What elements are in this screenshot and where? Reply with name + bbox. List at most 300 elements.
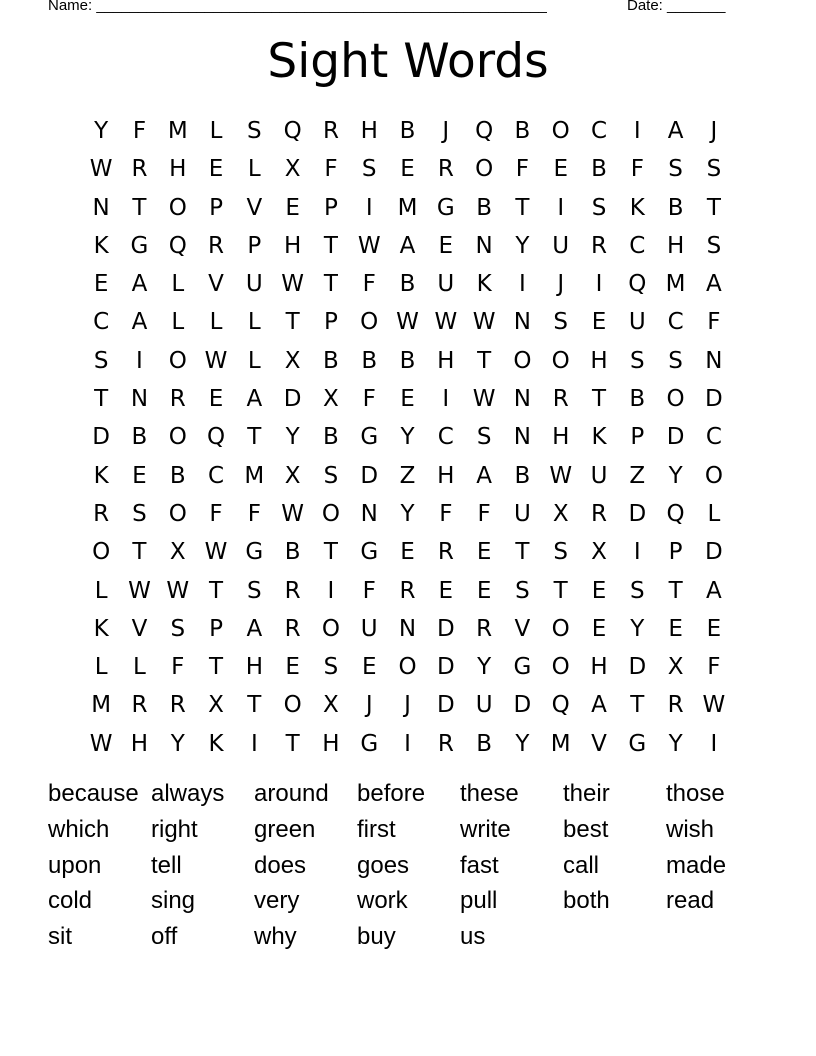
grid-letter: P	[323, 309, 338, 336]
grid-letter: Q	[475, 118, 494, 144]
grid-letter: X	[284, 462, 301, 489]
grid-letter: R	[131, 156, 148, 183]
grid-letter: L	[171, 271, 185, 298]
grid-letter: P	[323, 194, 338, 221]
grid-letter: T	[285, 730, 300, 757]
word-list-item: their	[563, 780, 610, 807]
grid-letter: N	[475, 232, 493, 259]
word-list-item: us	[460, 923, 486, 951]
grid-letter: X	[323, 386, 339, 413]
grid-letter: B	[667, 194, 684, 221]
grid-letter: M	[665, 271, 686, 298]
grid-letter: S	[706, 232, 722, 259]
grid-letter: O	[168, 347, 187, 374]
grid-letter: F	[362, 271, 376, 298]
letter-grid	[82, 113, 733, 764]
grid-letter: F	[439, 500, 453, 527]
grid-letter: N	[130, 386, 149, 413]
grid-letter: E	[553, 156, 568, 183]
grid-letter: L	[94, 577, 108, 604]
grid-row	[82, 343, 733, 381]
grid-letter: H	[666, 232, 685, 259]
grid-letter: S	[591, 194, 607, 221]
grid-letter: F	[362, 577, 376, 604]
grid-letter: E	[208, 156, 224, 183]
grid-letter: A	[246, 615, 263, 642]
grid-letter: C	[590, 118, 608, 144]
grid-letter: U	[590, 462, 608, 489]
grid-letter: C	[629, 232, 646, 259]
grid-letter: M	[167, 118, 188, 144]
grid-letter: Q	[666, 500, 685, 527]
grid-letter: I	[442, 386, 450, 413]
grid-letter: R	[437, 539, 454, 566]
grid-letter: S	[132, 500, 147, 527]
grid-letter: R	[93, 500, 110, 527]
grid-letter: W	[166, 577, 190, 604]
grid-letter: A	[476, 462, 492, 489]
grid-letter: I	[136, 347, 143, 374]
grid-letter: B	[323, 347, 339, 374]
grid-row	[82, 611, 733, 649]
grid-letter: A	[706, 271, 722, 298]
grid-row	[82, 534, 733, 572]
word-list-item: best	[563, 815, 609, 843]
grid-letter: L	[94, 654, 108, 681]
grid-letter: T	[323, 271, 338, 298]
grid-letter: K	[591, 424, 607, 451]
grid-letter: U	[475, 692, 493, 719]
grid-letter: R	[437, 730, 454, 757]
grid-letter: W	[281, 271, 304, 298]
grid-letter: W	[128, 577, 151, 604]
grid-letter: B	[399, 118, 416, 144]
word-list-item: around	[254, 780, 329, 807]
grid-letter: I	[633, 118, 641, 144]
grid-letter: E	[591, 309, 607, 336]
grid-letter: L	[247, 347, 261, 374]
grid-letter: L	[707, 500, 721, 527]
grid-letter: F	[132, 118, 147, 144]
word-list-item: tell	[151, 851, 182, 879]
grid-letter: B	[169, 462, 186, 489]
grid-letter: P	[209, 194, 223, 221]
grid-letter: N	[398, 615, 417, 642]
page-title: Sight Words	[267, 34, 549, 89]
grid-letter: P	[247, 232, 262, 259]
grid-letter: K	[476, 271, 492, 298]
grid-letter: D	[436, 654, 455, 681]
word-list-item: first	[357, 815, 396, 843]
grid-letter: Y	[400, 424, 415, 451]
grid-letter: B	[323, 424, 339, 451]
grid-letter: R	[284, 577, 301, 604]
grid-letter: H	[552, 424, 570, 451]
grid-letter: R	[667, 692, 684, 719]
grid-letter: N	[705, 347, 723, 374]
grid-letter: R	[284, 615, 301, 642]
grid-letter: T	[323, 539, 338, 566]
grid-letter: H	[590, 654, 608, 681]
grid-letter: E	[591, 577, 607, 604]
name-field-label: Name: ______________________________________________________	[48, 0, 547, 14]
grid-letter: X	[591, 539, 607, 566]
grid-row	[82, 687, 733, 725]
grid-letter: E	[476, 539, 492, 566]
grid-letter: J	[442, 118, 450, 144]
grid-letter: T	[477, 347, 492, 374]
grid-letter: P	[668, 539, 683, 566]
grid-letter: H	[322, 730, 340, 757]
grid-letter: L	[209, 118, 223, 144]
grid-letter: O	[321, 615, 340, 642]
grid-letter: F	[324, 156, 338, 183]
grid-letter: O	[168, 194, 187, 221]
grid-letter: R	[208, 232, 225, 259]
grid-letter: L	[209, 309, 223, 336]
grid-letter: I	[365, 194, 373, 221]
grid-letter: G	[130, 232, 149, 259]
grid-letter: U	[437, 271, 455, 298]
grid-letter: D	[628, 500, 647, 527]
grid-letter: A	[667, 118, 684, 144]
grid-letter: A	[591, 692, 607, 719]
word-list-item: work	[357, 887, 408, 915]
grid-letter: V	[208, 271, 224, 298]
word-list-item: does	[254, 851, 307, 879]
grid-letter: K	[93, 462, 109, 489]
grid-letter: O	[283, 692, 302, 719]
grid-letter: D	[513, 692, 532, 719]
grid-letter: G	[513, 654, 532, 681]
grid-letter: V	[246, 194, 263, 221]
grid-letter: Q	[551, 692, 570, 719]
grid-letter: S	[476, 424, 492, 451]
grid-letter: R	[322, 118, 339, 144]
grid-letter: T	[247, 424, 262, 451]
grid-letter: E	[285, 194, 300, 221]
grid-letter: Z	[399, 462, 416, 489]
grid-letter: H	[245, 654, 263, 681]
grid-letter: W	[549, 462, 573, 489]
grid-letter: Z	[629, 462, 646, 489]
grid-letter: S	[323, 462, 339, 489]
grid-letter: T	[94, 386, 109, 413]
grid-letter: Y	[477, 654, 492, 681]
grid-letter: S	[361, 156, 377, 183]
word-list-item: buy	[357, 923, 396, 951]
word-list-item: before	[357, 780, 426, 807]
word-list-item: right	[151, 815, 198, 843]
grid-letter: B	[514, 118, 531, 144]
grid-letter: O	[475, 156, 494, 183]
grid-letter: B	[361, 347, 378, 374]
grid-letter: I	[710, 730, 718, 757]
grid-letter: W	[702, 692, 726, 719]
grid-letter: C	[437, 424, 454, 451]
grid-letter: F	[247, 500, 261, 527]
grid-letter: O	[321, 500, 340, 527]
grid-letter: S	[515, 577, 530, 604]
grid-letter: V	[131, 615, 148, 642]
grid-letter: O	[551, 615, 570, 642]
grid-letter: D	[705, 539, 723, 566]
grid-letter: J	[404, 692, 411, 719]
grid-letter: T	[630, 692, 645, 719]
grid-letter: I	[557, 194, 565, 221]
grid-letter: E	[706, 615, 722, 642]
grid-letter: O	[551, 118, 570, 144]
grid-letter: S	[668, 347, 683, 374]
grid-letter: W	[396, 309, 419, 336]
grid-letter: Y	[515, 232, 530, 259]
grid-letter: T	[591, 386, 607, 413]
grid-letter: B	[629, 386, 646, 413]
grid-row	[82, 649, 733, 687]
grid-letter: W	[472, 309, 496, 336]
word-list	[48, 780, 769, 959]
grid-letter: B	[514, 462, 531, 489]
grid-letter: T	[209, 577, 224, 604]
grid-letter: W	[89, 730, 113, 757]
grid-letter: W	[434, 309, 458, 336]
date-field-label: Date: _______	[627, 0, 726, 14]
grid-letter: L	[171, 309, 185, 336]
grid-letter: W	[472, 386, 496, 413]
grid-letter: I	[327, 577, 335, 604]
grid-letter: V	[514, 615, 531, 642]
grid-letter: O	[168, 424, 187, 451]
word-list-item: because	[48, 780, 139, 807]
word-list-item: why	[254, 923, 297, 951]
grid-letter: E	[361, 654, 377, 681]
grid-letter: F	[515, 156, 530, 183]
grid-letter: S	[630, 347, 645, 374]
grid-letter: R	[169, 386, 186, 413]
grid-letter: S	[706, 156, 722, 183]
word-list-item: goes	[357, 851, 410, 879]
grid-letter: Y	[285, 424, 300, 451]
grid-letter: R	[169, 692, 186, 719]
grid-letter: S	[323, 654, 339, 681]
grid-letter: O	[92, 539, 111, 566]
grid-letter: T	[553, 577, 568, 604]
grid-letter: I	[595, 271, 603, 298]
grid-letter: N	[513, 424, 532, 451]
word-list-item: off	[151, 923, 178, 951]
grid-letter: E	[668, 615, 683, 642]
grid-row	[82, 381, 733, 419]
grid-letter: Q	[628, 271, 647, 298]
grid-letter: D	[705, 386, 723, 413]
grid-letter: L	[247, 309, 261, 336]
grid-letter: S	[247, 118, 262, 144]
grid-letter: P	[630, 424, 645, 451]
grid-letter: U	[552, 232, 570, 259]
grid-letter: Q	[168, 232, 187, 259]
grid-row	[82, 266, 733, 304]
grid-letter: R	[476, 615, 493, 642]
grid-letter: R	[437, 156, 454, 183]
grid-letter: J	[365, 692, 373, 719]
grid-letter: J	[557, 271, 565, 298]
grid-letter: A	[131, 271, 148, 298]
grid-letter: E	[591, 615, 607, 642]
grid-letter: G	[245, 539, 264, 566]
grid-letter: E	[400, 156, 415, 183]
grid-row	[82, 113, 733, 151]
grid-letter: B	[476, 730, 492, 757]
grid-letter: T	[515, 194, 530, 221]
word-list-item: green	[254, 815, 316, 843]
grid-letter: B	[591, 156, 607, 183]
grid-letter: U	[628, 309, 646, 336]
grid-row	[82, 726, 733, 764]
grid-letter: E	[400, 386, 415, 413]
grid-letter: F	[362, 386, 376, 413]
grid-letter: K	[629, 194, 645, 221]
grid-letter: I	[404, 730, 411, 757]
word-list-item: read	[666, 887, 715, 915]
grid-letter: H	[169, 156, 187, 183]
grid-letter: E	[208, 386, 224, 413]
grid-letter: K	[93, 232, 109, 259]
grid-letter: Q	[283, 118, 302, 144]
grid-letter: L	[133, 654, 146, 681]
grid-letter: O	[168, 500, 187, 527]
grid-letter: R	[552, 386, 569, 413]
grid-letter: F	[630, 156, 644, 183]
grid-letter: F	[707, 309, 721, 336]
grid-letter: L	[247, 156, 261, 183]
grid-letter: O	[551, 347, 570, 374]
grid-row	[82, 190, 733, 228]
word-list-item: write	[460, 815, 511, 843]
grid-letter: Y	[515, 730, 530, 757]
grid-letter: E	[438, 577, 454, 604]
grid-letter: X	[667, 654, 684, 681]
grid-row	[82, 458, 733, 496]
grid-letter: H	[130, 730, 149, 757]
grid-letter: T	[668, 577, 683, 604]
grid-letter: H	[437, 462, 455, 489]
grid-row	[82, 419, 733, 457]
grid-letter: T	[515, 539, 530, 566]
grid-letter: R	[399, 577, 416, 604]
grid-letter: H	[283, 232, 302, 259]
grid-letter: O	[704, 462, 723, 489]
grid-letter: O	[513, 347, 532, 374]
grid-letter: M	[244, 462, 265, 489]
grid-letter: O	[666, 386, 685, 413]
grid-row	[82, 151, 733, 189]
grid-letter: D	[666, 424, 685, 451]
grid-letter: T	[132, 539, 147, 566]
grid-letter: M	[397, 194, 418, 221]
grid-letter: D	[436, 615, 455, 642]
grid-letter: G	[628, 730, 647, 757]
grid-letter: M	[550, 730, 571, 757]
grid-letter: C	[208, 462, 225, 489]
grid-letter: K	[208, 730, 224, 757]
grid-letter: H	[437, 347, 455, 374]
grid-letter: I	[250, 730, 258, 757]
grid-letter: D	[92, 424, 110, 451]
grid-letter: D	[360, 462, 379, 489]
grid-letter: E	[476, 577, 492, 604]
grid-letter: A	[131, 309, 148, 336]
grid-letter: N	[360, 500, 378, 527]
word-list-item: cold	[48, 887, 93, 915]
grid-letter: W	[281, 500, 304, 527]
grid-letter: K	[93, 615, 109, 642]
grid-letter: G	[360, 730, 379, 757]
grid-letter: E	[285, 654, 300, 681]
grid-letter: S	[247, 577, 262, 604]
grid-letter: X	[552, 500, 569, 527]
grid-letter: Y	[400, 500, 415, 527]
grid-letter: C	[667, 309, 684, 336]
grid-letter: T	[706, 194, 721, 221]
grid-letter: S	[553, 539, 569, 566]
grid-letter: O	[398, 654, 417, 681]
grid-letter: G	[360, 539, 379, 566]
grid-letter: Q	[206, 424, 226, 451]
grid-letter: X	[284, 347, 301, 374]
grid-letter: D	[436, 692, 455, 719]
word-list-item: sing	[151, 887, 196, 915]
word-list-item: call	[563, 851, 600, 879]
grid-letter: R	[131, 692, 148, 719]
grid-letter: Y	[630, 615, 645, 642]
grid-letter: Y	[170, 730, 185, 757]
word-list-item: pull	[460, 887, 498, 915]
word-list-item: which	[48, 815, 110, 843]
grid-letter: U	[360, 615, 378, 642]
grid-letter: W	[357, 232, 381, 259]
grid-letter: F	[171, 654, 185, 681]
grid-letter: U	[513, 500, 531, 527]
grid-letter: B	[284, 539, 301, 566]
word-list-item: fast	[460, 851, 499, 879]
grid-row	[82, 228, 733, 266]
grid-letter: E	[93, 271, 109, 298]
grid-letter: A	[246, 386, 263, 413]
word-list-item: very	[254, 887, 300, 915]
grid-letter: R	[591, 232, 607, 259]
grid-letter: N	[513, 386, 532, 413]
grid-letter: F	[477, 500, 491, 527]
grid-letter: W	[204, 347, 228, 374]
grid-letter: V	[591, 730, 607, 757]
grid-letter: E	[132, 462, 147, 489]
grid-row	[82, 496, 733, 534]
grid-letter: F	[707, 654, 721, 681]
grid-letter: X	[169, 539, 186, 566]
word-list-item: wish	[666, 815, 715, 843]
grid-letter: T	[132, 194, 147, 221]
grid-letter: M	[91, 692, 112, 719]
grid-letter: S	[93, 347, 109, 374]
grid-letter: R	[591, 500, 607, 527]
word-list-item: always	[151, 780, 225, 807]
word-list-item: upon	[48, 851, 102, 879]
grid-letter: W	[89, 156, 113, 183]
grid-letter: Y	[668, 730, 683, 757]
grid-letter: A	[399, 232, 416, 259]
grid-letter: I	[633, 539, 641, 566]
grid-letter: T	[209, 654, 224, 681]
